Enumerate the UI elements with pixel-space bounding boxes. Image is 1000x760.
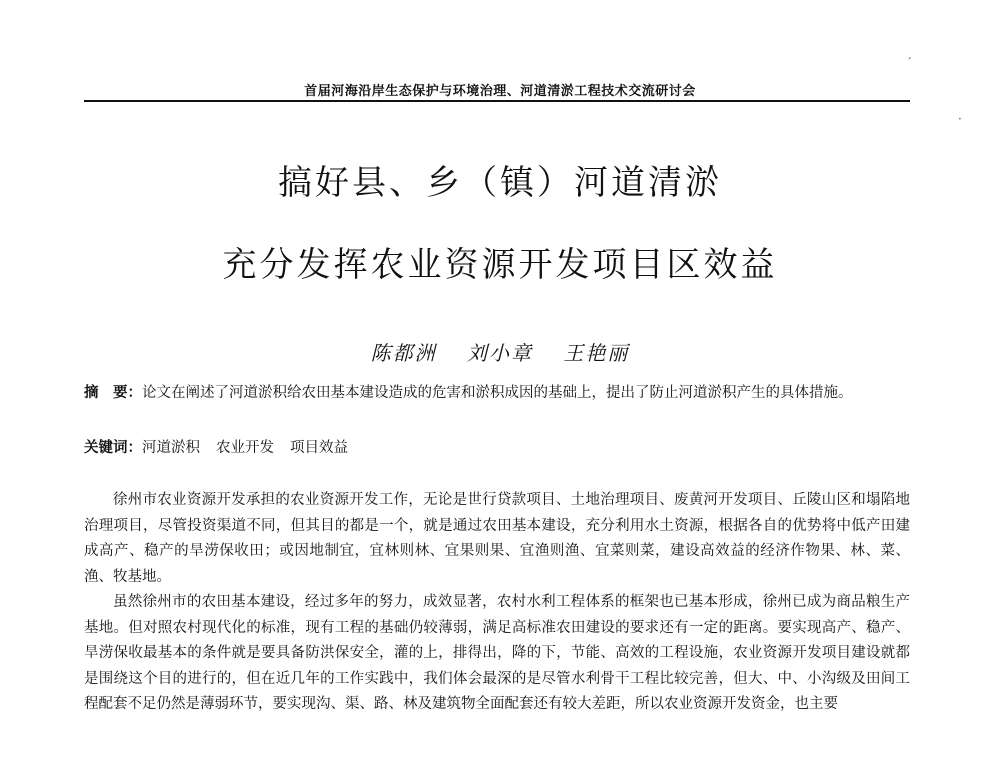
article-title-line-2: 充分发挥农业资源开发项目区效益 (222, 245, 778, 285)
keywords (84, 436, 910, 461)
keyword: 河道淤积 (142, 440, 200, 456)
header-rule (84, 100, 910, 102)
article-body (84, 488, 910, 718)
abstract-text: 论文在阐述了河道淤积给农田基本建设造成的危害和淤积成因的基础上，提出了防止河道淤积产生的具体措施。 (142, 385, 853, 401)
running-header: 首届河海沿岸生态保护与环境治理、河道清淤工程技术交流研讨会 (304, 84, 696, 99)
article-title-line-1: 搞好县、乡（镇）河道清淤 (278, 163, 722, 203)
body-paragraph: 虽然徐州市的农田基本建设，经过多年的努力，成效显著，农村水利工程体系的框架也已基本形成，徐州已成为商品粮生产基地。但对照农村现代化的标准，现有工程的基础仍较薄弱，满足高标准农田建设的要求还有一定的距离。要实现高产、稳产、旱涝保收最基本的条件就是要具备防洪保安全，灌的上，排得出，降的下，节能、高效的工程设施，农业资源开发项目建设就都是围绕这个目的进行的，但在近几年的工作实践中，我们体会最深的是尽管水利骨干工程比较完善，但大、中、小沟级及田间工程配套不足仍然是薄弱环节，要实现沟、渠、路、林及建筑物全面配套还有较大差距，所以农业资源开发资金，也主要 (84, 594, 910, 712)
author-name: 王艳丽 (563, 341, 630, 365)
keyword: 农业开发 (216, 440, 274, 456)
keyword: 项目效益 (290, 440, 348, 456)
abstract-label: 摘 要： (84, 385, 142, 401)
author-name: 刘小章 (467, 341, 533, 365)
scan-speck: · (958, 112, 962, 126)
abstract (84, 381, 910, 406)
author-name: 陈都洲 (370, 341, 437, 365)
author-list (0, 337, 1000, 366)
scan-speck: ˊ (906, 56, 912, 70)
keywords-label: 关键词： (84, 440, 142, 456)
body-paragraph: 徐州市农业资源开发承担的农业资源开发工作，无论是世行贷款项目、土地治理项目、废黄河开发项目、丘陵山区和塌陷地治理项目，尽管投资渠道不同，但其目的都是一个，就是通过农田基本建设，充分利用水土资源，根据各自的优势将中低产田建成高产、稳产的旱涝保收田；或因地制宜，宜林则林、宜果则果、宜渔则渔、宜菜则菜，建设高效益的经济作物果、林、菜、渔、牧基地。 (84, 492, 910, 585)
